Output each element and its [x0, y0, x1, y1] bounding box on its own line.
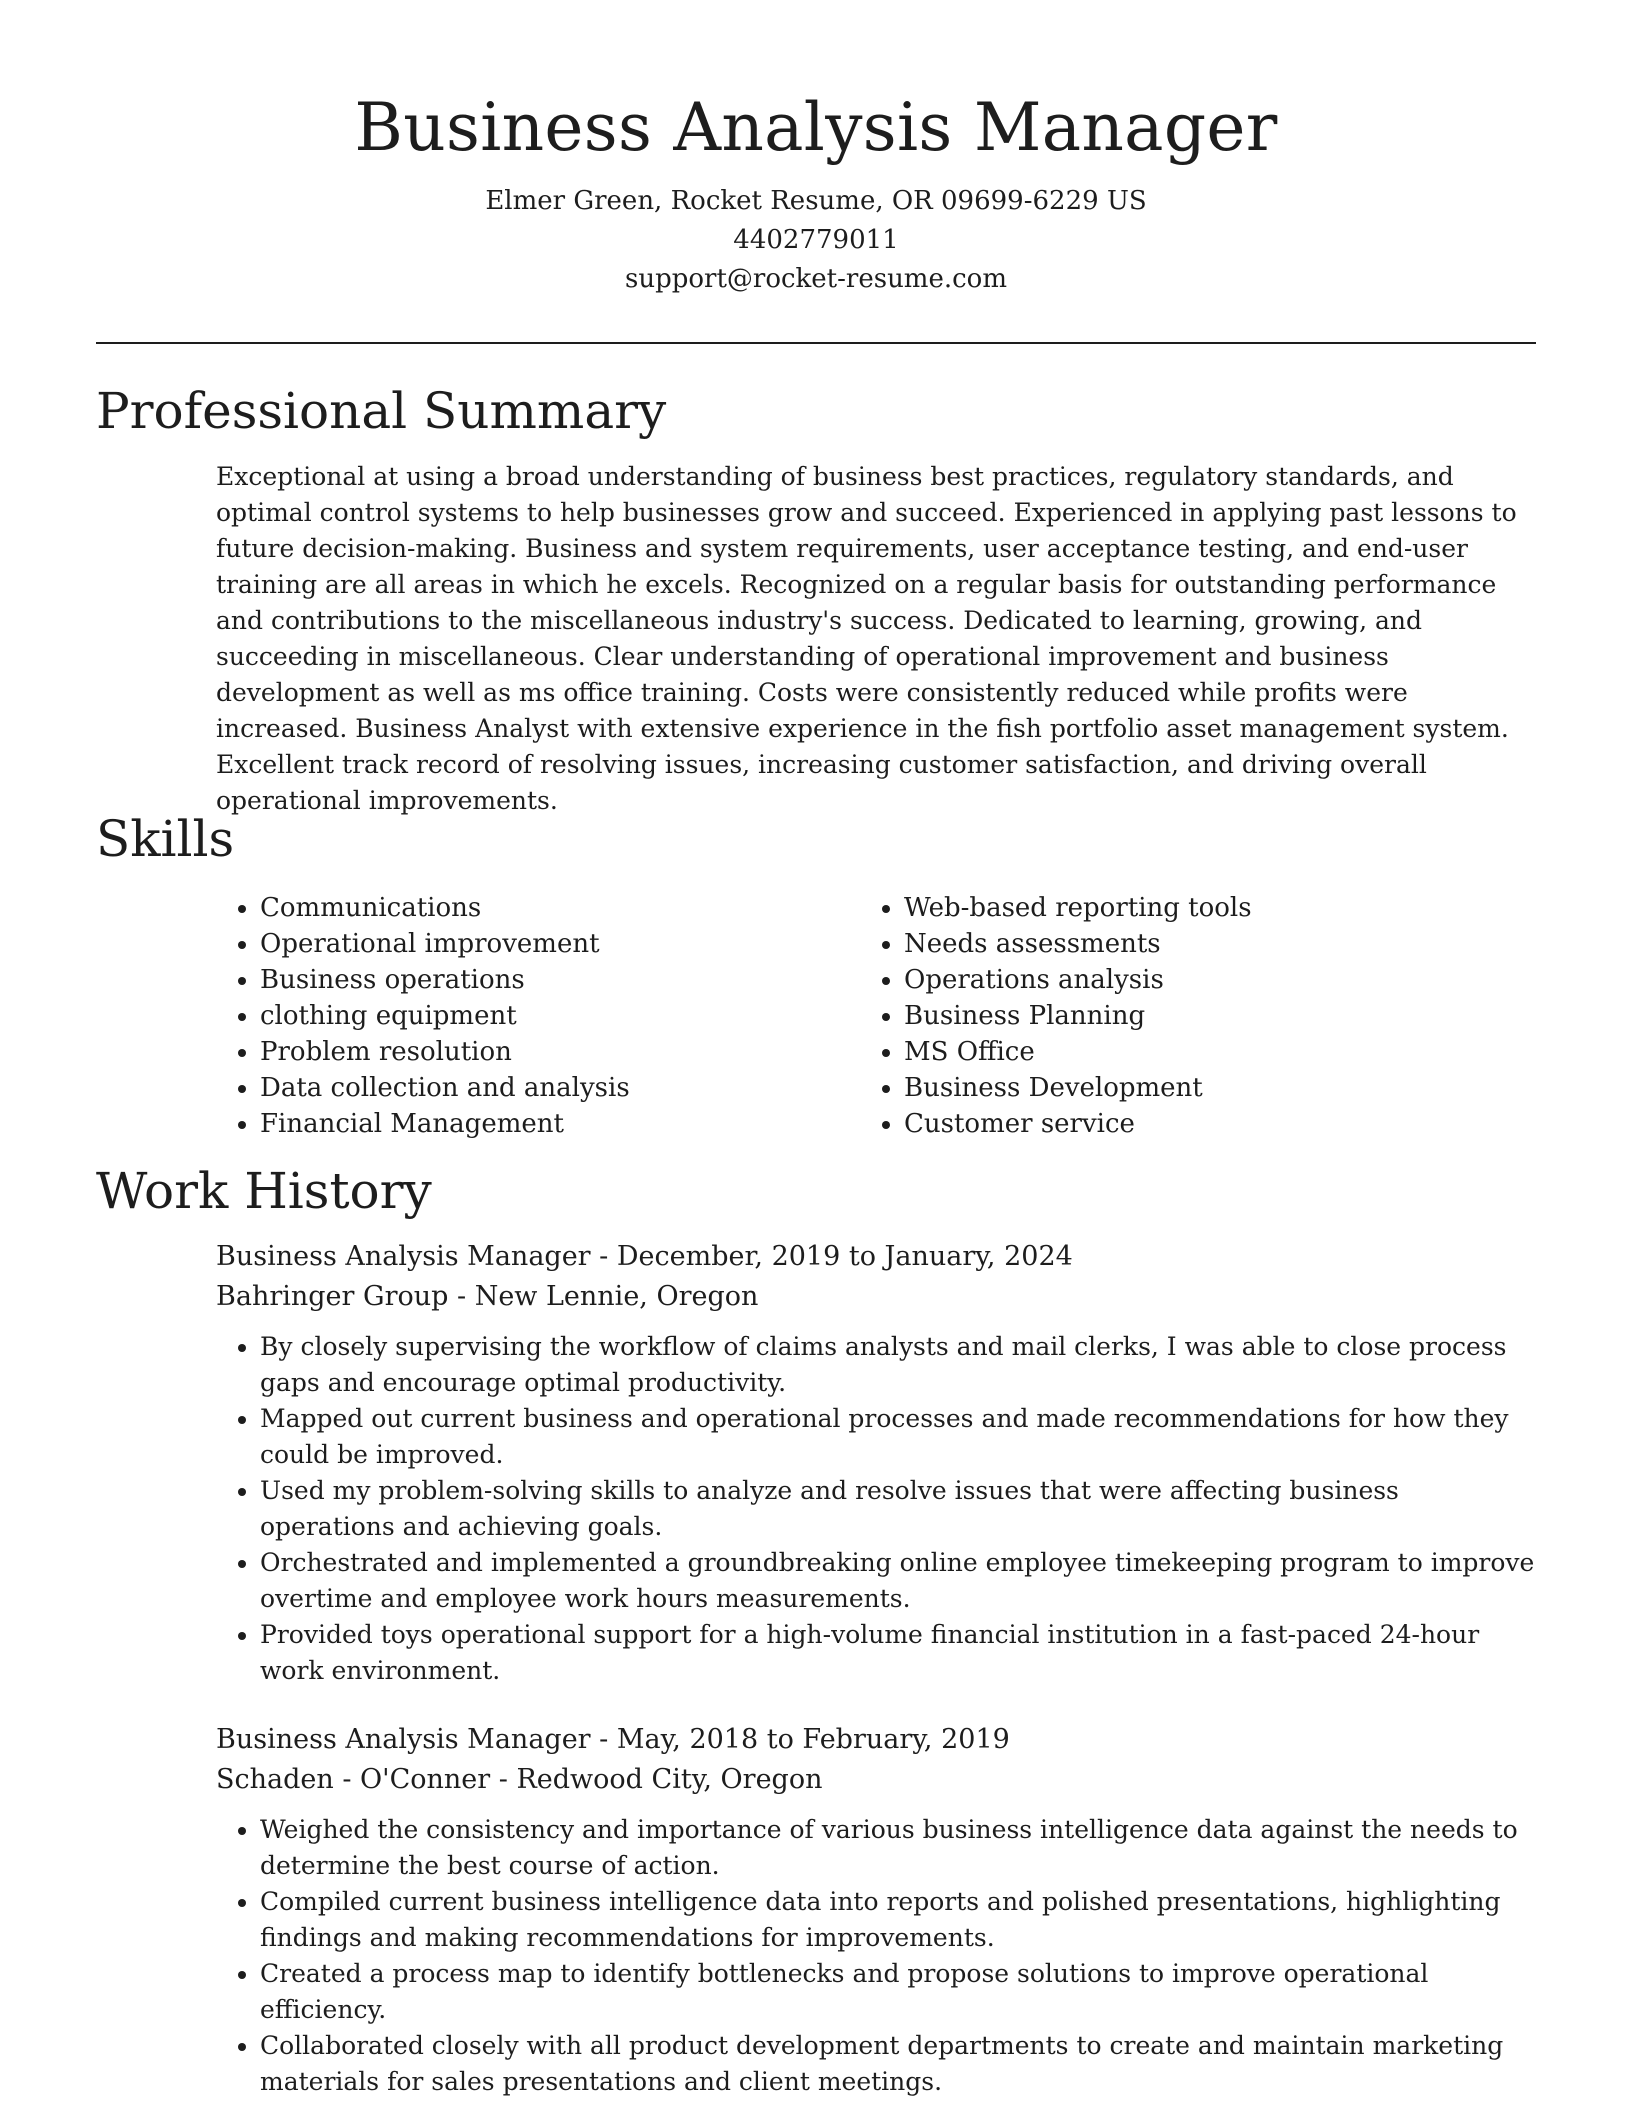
contact-block [96, 182, 1536, 299]
skills-list-left [216, 890, 630, 1142]
job-bullet: • Weighed the consistency and importance of various business intelligence data against the needs to determine the best course of action. [260, 1812, 1536, 1884]
summary-heading: Professional Summary [96, 382, 667, 440]
job-bullet: • Used my problem-solving skills to analyze and resolve issues that were affecting business operations and achieving goals. [260, 1473, 1536, 1545]
header-divider [96, 342, 1536, 344]
work-heading: Work History [96, 1162, 432, 1220]
skill-item: • Operational improvement [260, 926, 630, 962]
skill-item: • Financial Management [260, 1106, 630, 1142]
contact-address: Elmer Green, Rocket Resume, OR 09699-6229 US [485, 186, 1147, 216]
skill-item: • Needs assessments [904, 926, 1252, 962]
skill-item: • Customer service [904, 1106, 1252, 1142]
resume-header [96, 84, 1536, 299]
job-bullet: • Orchestrated and implemented a groundbreaking online employee timekeeping program to improve overtime and employee work hours measurements. [260, 1545, 1536, 1617]
skill-item: • Problem resolution [260, 1034, 630, 1070]
job-company-line: Schaden - O'Conner - Redwood City, Oregon [216, 1764, 823, 1795]
skill-item: • Business Development [904, 1070, 1252, 1106]
job-bullet: • Compiled current business intelligence data into reports and polished presentations, highlighting findings and making recommendations for improvements. [260, 1884, 1536, 1956]
skill-item: • Data collection and analysis [260, 1070, 630, 1106]
job-company-line: Bahringer Group - New Lennie, Oregon [216, 1281, 759, 1312]
job-bullets [216, 1812, 1536, 2100]
job-bullet: • Created a process map to identify bottlenecks and propose solutions to improve operational efficiency. [260, 1956, 1536, 2028]
resume-title: Business Analysis Manager [354, 89, 1278, 166]
skill-item: • MS Office [904, 1034, 1252, 1070]
job-bullets [216, 1329, 1536, 1689]
skill-item: • clothing equipment [260, 998, 630, 1034]
job-bullet: • Collaborated closely with all product development departments to create and maintain marketing materials for sales presentations and client meetings. [260, 2028, 1536, 2100]
skills-heading: Skills [96, 810, 235, 868]
job-bullet: • Provided toys operational support for a high-volume financial institution in a fast-paced 24-hour work environment. [260, 1617, 1536, 1689]
job-title-line: Business Analysis Manager - December, 2019 to January, 2024 [216, 1241, 1073, 1272]
job-bullet: • By closely supervising the workflow of claims analysts and mail clerks, I was able to close process gaps and encourage optimal productivity. [260, 1329, 1536, 1401]
skill-item: • Operations analysis [904, 962, 1252, 998]
skills-list-right [860, 890, 1252, 1142]
job-title-line: Business Analysis Manager - May, 2018 to February, 2019 [216, 1724, 1010, 1755]
contact-phone: 4402779011 [733, 225, 899, 255]
skill-item: • Business Planning [904, 998, 1252, 1034]
skill-item: • Business operations [260, 962, 630, 998]
contact-email: support@rocket-resume.com [624, 264, 1007, 294]
summary-text: Exceptional at using a broad understanding of business best practices, regulatory standards, and optimal control systems to help businesses grow and succeed. Experienced in applying past lessons to future decision-making. Business and system requirements, user acceptance testing, and end-user training are all areas in which he excels. Recognized on a regular basis for outstanding performance and contributions to the miscellaneous industry's success. Dedicated to learning, growing, and succeeding in miscellaneous. Clear understanding of operational improvement and business development as well as ms office training. Costs were consistently reduced while profits were increased. Business Analyst with extensive experience in the fish portfolio asset management system. Excellent track record of resolving issues, increasing customer satisfaction, and driving overall operational improvements. [216, 462, 1517, 815]
skill-item: • Web-based reporting tools [904, 890, 1252, 926]
skill-item: • Communications [260, 890, 630, 926]
job-bullet: • Mapped out current business and operational processes and made recommendations for how they could be improved. [260, 1401, 1536, 1473]
